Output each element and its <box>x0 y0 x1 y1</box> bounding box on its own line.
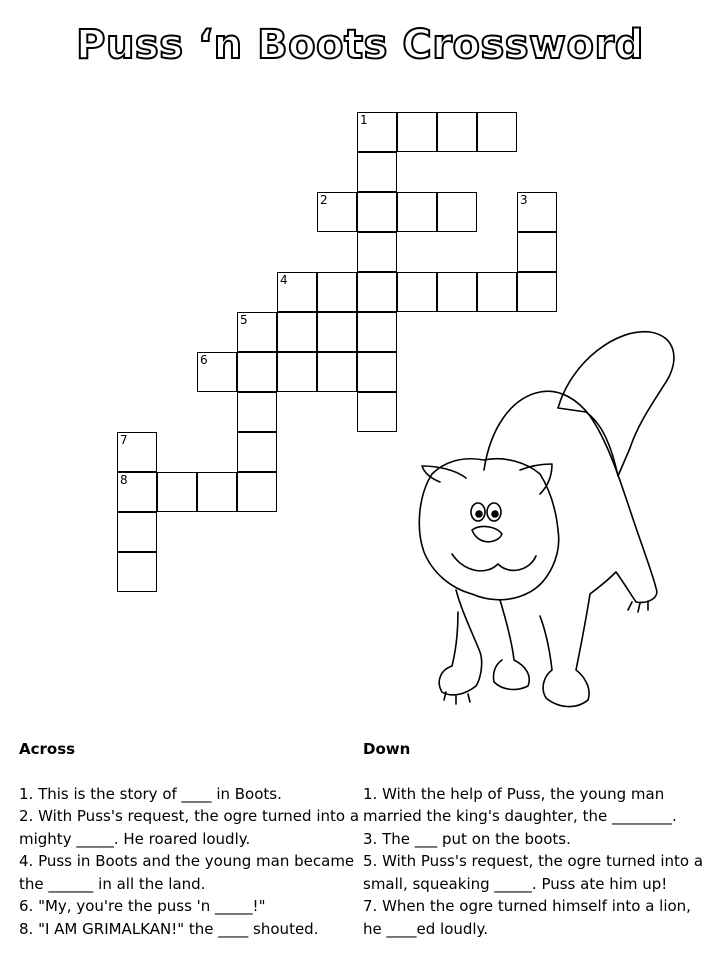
crossword-cell[interactable] <box>357 232 397 272</box>
cat-head <box>419 459 558 600</box>
crossword-cell[interactable] <box>237 392 277 432</box>
crossword-cell[interactable] <box>117 552 157 592</box>
crossword-cell[interactable] <box>477 112 517 152</box>
crossword-cell[interactable] <box>117 512 157 552</box>
crossword-cell[interactable] <box>517 232 557 272</box>
crossword-cell[interactable] <box>357 272 397 312</box>
down-heading: Down <box>363 740 411 758</box>
clue-number: 1 <box>360 113 368 127</box>
clue-number: 3 <box>520 193 528 207</box>
crossword-cell[interactable] <box>277 272 317 312</box>
across-clue: 2. With Puss's request, the ogre turned into a mighty _____. He roared loudly. <box>19 807 360 848</box>
crossword-cell[interactable] <box>317 272 357 312</box>
crossword-cell[interactable] <box>237 432 277 472</box>
crossword-cell[interactable] <box>357 112 397 152</box>
cat-illustration <box>380 320 720 730</box>
crossword-cell[interactable] <box>517 192 557 232</box>
crossword-cell[interactable] <box>317 192 357 232</box>
crossword-cell[interactable] <box>117 432 157 472</box>
clue-number: 7 <box>120 433 128 447</box>
across-clue: 6. "My, you're the puss 'n _____!" <box>19 897 266 915</box>
cat-mouth <box>452 554 536 571</box>
crossword-cell[interactable] <box>317 312 357 352</box>
across-clue: 4. Puss in Boots and the young man became the ______ in all the land. <box>19 852 355 893</box>
down-clue: 1. With the help of Puss, the young man married the king's daughter, the ________. <box>363 784 677 825</box>
page-title: Puss ‘n Boots Crossword <box>76 22 644 68</box>
clue-number: 5 <box>240 313 248 327</box>
clue-number: 2 <box>320 193 328 207</box>
across-clues <box>19 738 359 940</box>
down-clue: 3. The ___ put on the boots. <box>363 829 571 848</box>
crossword-cell[interactable] <box>477 272 517 312</box>
cat-chest <box>439 590 481 695</box>
down-clue: 7. When the ogre turned himself into a lion, he ____ed loudly. <box>363 897 691 938</box>
crossword-cell[interactable] <box>357 192 397 232</box>
crossword-cell[interactable] <box>397 272 437 312</box>
crossword-cell[interactable] <box>437 112 477 152</box>
cat-front-leg <box>493 600 529 689</box>
crossword-cell[interactable] <box>197 352 237 392</box>
crossword-cell[interactable] <box>317 352 357 392</box>
crossword-cell[interactable] <box>197 472 237 512</box>
crossword-cell[interactable] <box>157 472 197 512</box>
crossword-cell[interactable] <box>517 272 557 312</box>
crossword-cell[interactable] <box>237 352 277 392</box>
cat-body <box>484 391 657 706</box>
down-clue: 5. With Puss's request, the ogre turned into a small, squeaking _____. Puss ate him up! <box>363 852 704 893</box>
down-clues <box>363 738 713 940</box>
crossword-cell[interactable] <box>437 272 477 312</box>
clue-number: 8 <box>120 473 128 487</box>
crossword-cell[interactable] <box>277 352 317 392</box>
crossword-cell[interactable] <box>437 192 477 232</box>
cat-tail <box>558 332 674 476</box>
clue-number: 4 <box>280 273 288 287</box>
across-heading: Across <box>19 740 76 758</box>
crossword-cell[interactable] <box>237 312 277 352</box>
crossword-cell[interactable] <box>117 472 157 512</box>
crossword-cell[interactable] <box>397 192 437 232</box>
crossword-cell[interactable] <box>397 112 437 152</box>
crossword-cell[interactable] <box>277 312 317 352</box>
crossword-cell[interactable] <box>357 152 397 192</box>
clue-number: 6 <box>200 353 208 367</box>
cat-nose <box>472 527 502 542</box>
crossword-cell[interactable] <box>237 472 277 512</box>
across-clue: 1. This is the story of ____ in Boots. <box>19 784 282 803</box>
across-clue: 8. "I AM GRIMALKAN!" the ____ shouted. <box>19 919 319 938</box>
